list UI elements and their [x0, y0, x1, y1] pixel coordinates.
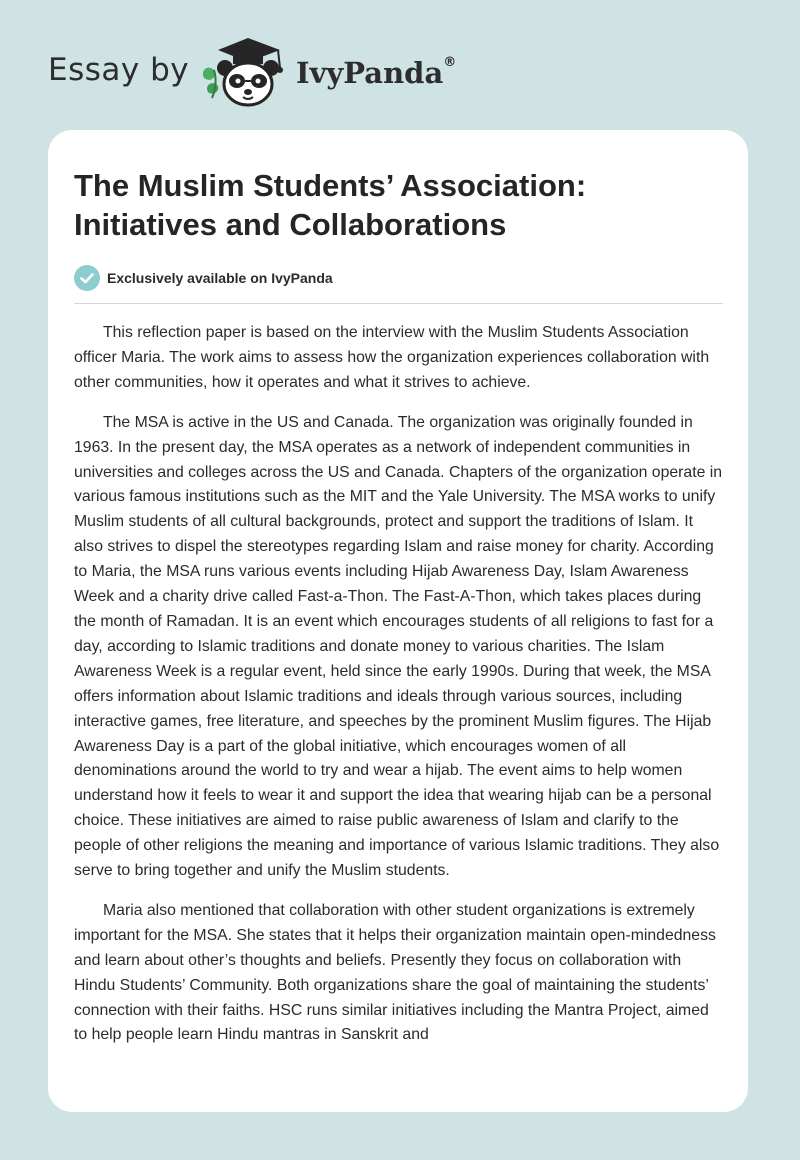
paragraph: Maria also mentioned that collaboration with other student organizations is extremely important for the MSA. She states that it helps their organization maintain open-mindedness and learn about other’s thoughts and beliefs. Presently they focus on collaboration with Hindu Students’ Community. Both organizations share the goal of maintaining the students’ connection with their faiths. HSC runs similar initiatives including the Mantra Project, aimed to help people learn Hindu mantras in Sanskrit and [74, 901, 716, 1044]
brand-text: IvyPanda [296, 56, 444, 90]
essay-by-label: Essay by [48, 52, 190, 88]
registered-mark: ® [443, 55, 457, 71]
paragraph: The MSA is active in the US and Canada. The organization was originally founded in 1963. In the present day, the MSA operates as a network of independent communities in universities and colleges across the US and Canada. Chapters of the organization operate in various famous institutions such as the MIT and the Yale University. The MSA works to unify Muslim students of all cultural backgrounds, protect and support the traditions of Islam. It also strives to dispel the stereotypes regarding Islam and raise money for charity. According to Maria, the MSA runs various events including Hijab Awareness Day, Islam Awareness Week and a charity drive called Fast-a-Thon. The Fast-A-Thon, which takes places during the month of Ramadan. It is an event which encourages students of all religions to fast for a day, according to Islamic traditions and donate money to various charities. The Islam Awareness Week is a regular event, held since the early 1990s. During that week, the MSA offers information about Islamic traditions and ideals through various sources, including interactive games, free literature, and speeches by the prominent Muslim figures. The Hijab Awareness Day is a part of the global initiative, which encourages women of all denominations around the world to try and wear a hijab. The event aims to help women understand how it feels to wear it and support the idea that wearing hijab can be a personal choice. These initiatives are aimed to raise public awareness of Islam and clarify to the people of other religions the meaning and importance of various Islamic traditions. They also serve to bring together and unify the Muslim students. [74, 413, 723, 880]
panda-graduate-icon[interactable] [198, 34, 294, 108]
site-header [0, 0, 800, 120]
divider [74, 303, 723, 304]
page-title: The Muslim Students’ Association: Initiatives and Collaborations [74, 168, 587, 242]
essay-body [74, 321, 726, 1063]
badge-label: Exclusively available on IvyPanda [107, 270, 333, 286]
essay-card [48, 130, 748, 1112]
brand-name[interactable] [296, 56, 456, 90]
paragraph: This reflection paper is based on the interview with the Muslim Students Association officer Maria. The work aims to assess how the organization experiences collaboration with other communities, how it operates and what it strives to achieve. [74, 324, 710, 391]
checkmark-icon [74, 265, 100, 291]
